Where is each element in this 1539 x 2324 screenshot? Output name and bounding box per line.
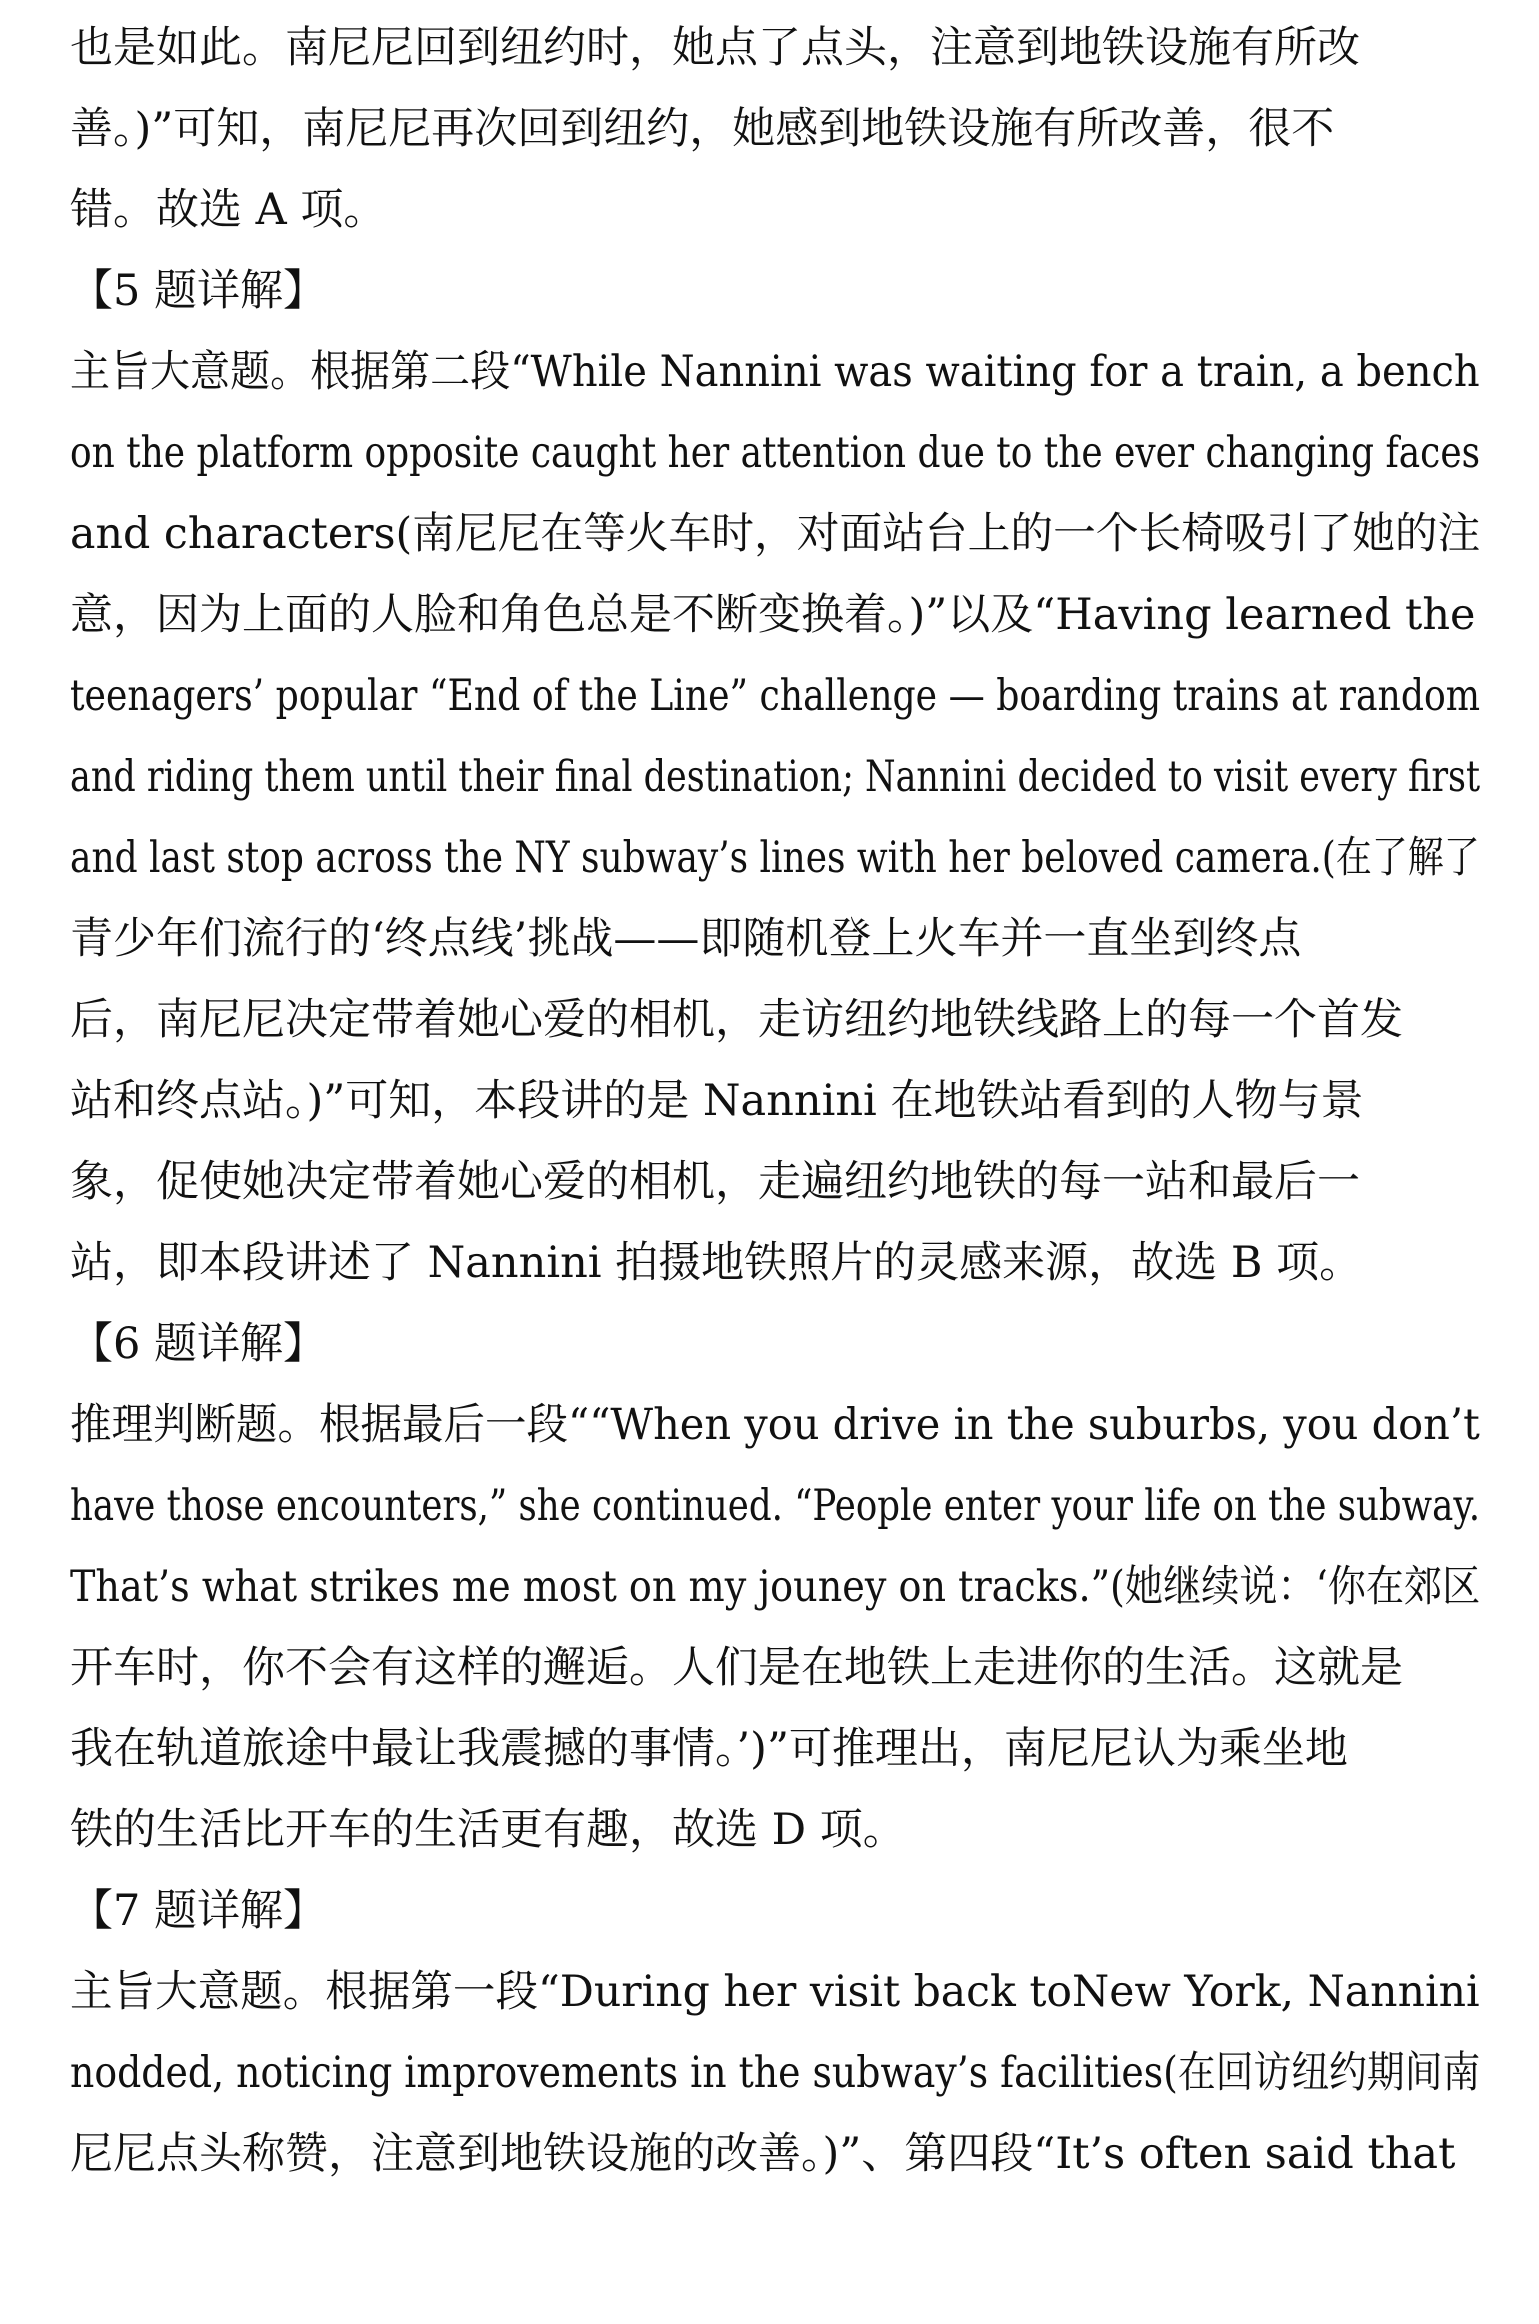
text-line: and last stop across the NY subway’s lines with her beloved camera.(在了解了 (70, 833, 1480, 883)
text-line: 站，即本段讲述了 Nannini 拍摄地铁照片的灵感来源，故选 B 项。 (70, 1238, 1363, 1288)
text-line: 青少年们流行的‘终点线’挑战——即随机登上火车并一直坐到终点 (70, 914, 1302, 964)
text-line: 站和终点站。)”可知，本段讲的是 Nannini 在地铁站看到的人物与景 (70, 1076, 1364, 1126)
section-heading-q7: 【7 题详解】 (70, 1886, 327, 1936)
text-line: That’s what strikes me most on my jouney on tracks.”(她继续说：‘你在郊区 (70, 1562, 1481, 1612)
text-line: 尼尼点头称赞，注意到地铁设施的改善。)”、第四段“It’s often said that (70, 2129, 1456, 2179)
text-line: on the platform opposite caught her attention due to the ever changing faces (70, 428, 1481, 478)
text-line: 后，南尼尼决定带着她心爱的相机，走访纽约地铁线路上的每一个首发 (70, 995, 1403, 1045)
text-line: 我在轨道旅途中最让我震撼的事情。’)”可推理出，南尼尼认为乘坐地 (70, 1724, 1348, 1774)
text-line: teenagers’ popular “End of the Line” challenge — boarding trains at random (70, 671, 1481, 721)
text-line: and characters(南尼尼在等火车时，对面站台上的一个长椅吸引了她的注 (70, 509, 1481, 559)
text-line: 善。)”可知，南尼尼再次回到纽约，她感到地铁设施有所改善，很不 (70, 104, 1335, 154)
text-line: 意，因为上面的人脸和角色总是不断变换着。)”以及“Having learned the (70, 590, 1476, 640)
text-line: 也是如此。南尼尼回到纽约时，她点了点头，注意到地铁设施有所改 (70, 23, 1360, 73)
section-heading-q5: 【5 题详解】 (70, 266, 327, 316)
text-line: 铁的生活比开车的生活更有趣，故选 D 项。 (70, 1805, 906, 1855)
text-line: 主旨大意题。根据第二段“While Nannini was waiting for a train, a bench (70, 347, 1480, 397)
text-line: 主旨大意题。根据第一段“During her visit back toNew York, Nannini (70, 1967, 1480, 2017)
answer-explanation-text (70, 8, 1490, 2195)
text-line: 错。故选 A 项。 (70, 185, 387, 235)
text-line: have those encounters,” she continued. “People enter your life on the subway. (70, 1481, 1481, 1531)
text-line: nodded, noticing improvements in the subway’s facilities(在回访纽约期间南 (70, 2048, 1481, 2098)
text-line: 象，促使她决定带着她心爱的相机，走遍纽约地铁的每一站和最后一 (70, 1157, 1360, 1207)
section-heading-q6: 【6 题详解】 (70, 1319, 327, 1369)
text-line: 开车时，你不会有这样的邂逅。人们是在地铁上走进你的生活。这就是 (70, 1643, 1403, 1693)
text-line: and riding them until their final destination; Nannini decided to visit every first (70, 752, 1481, 802)
text-line: 推理判断题。根据最后一段““When you drive in the suburbs, you don’t (70, 1400, 1480, 1450)
